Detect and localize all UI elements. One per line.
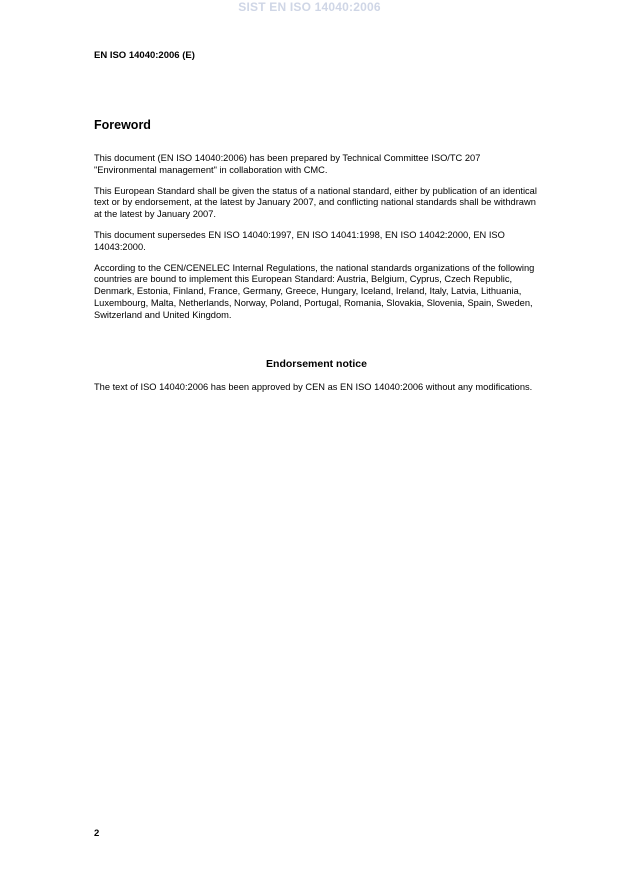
endorsement-heading: Endorsement notice: [266, 358, 367, 370]
foreword-paragraph-3: This document supersedes EN ISO 14040:1997, EN ISO 14041:1998, EN ISO 14042:2000, EN ISO 14043:2000.: [94, 229, 505, 252]
watermark: SIST EN ISO 14040:2006: [238, 0, 381, 14]
endorsement-body: [94, 382, 539, 403]
foreword-heading: Foreword: [94, 118, 151, 132]
document-id-header: EN ISO 14040:2006 (E): [94, 50, 195, 61]
page-number: 2: [94, 828, 100, 839]
foreword-paragraph-4: According to the CEN/CENELEC Internal Regulations, the national standards organizations of the following countries are bound to implement this European Standard: Austria, Belgium, Cyprus, Czech Republic, Denmark, Estonia, Finland, France, Germany, Greece, Hungary, Iceland, Ireland, Italy, Latvia, Lithuania, Luxembourg, Malta, Netherlands, Norway, Poland, Portugal, Romania, Slovakia, Slovenia, Spain, Sweden, Switzerland and United Kingdom.: [94, 262, 535, 320]
foreword-body: [94, 153, 539, 331]
endorsement-paragraph: The text of ISO 14040:2006 has been approved by CEN as EN ISO 14040:2006 without any modifications.: [94, 382, 533, 392]
foreword-paragraph-2: This European Standard shall be given the status of a national standard, either by publication of an identical text or by endorsement, at the latest by January 2007, and conflicting national standards shall be withdrawn at the latest by January 2007.: [94, 185, 537, 220]
foreword-paragraph-1: This document (EN ISO 14040:2006) has been prepared by Technical Committee ISO/TC 207 "Environmental management" in collaboration with CMC.: [94, 153, 481, 175]
